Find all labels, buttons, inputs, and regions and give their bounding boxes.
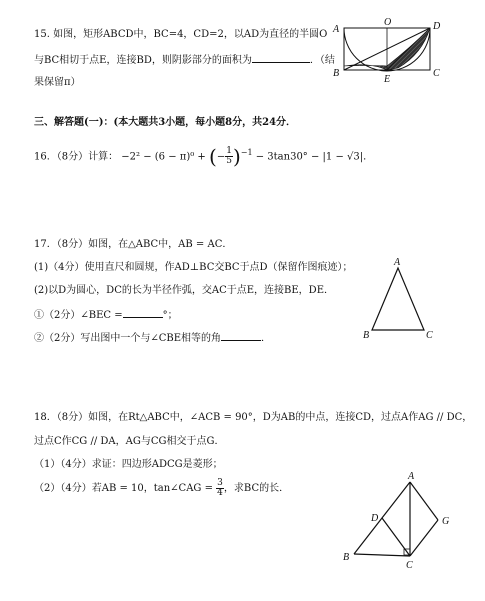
q17-label-c: C [426,330,433,341]
q15-line1: 15. 如图，矩形ABCD中，BC=4，CD=2，以AD为直径的半圆O [34,29,328,40]
q16-frac-den: 5 [226,156,232,167]
q18-figure [340,470,470,594]
q17-figure [360,258,440,342]
q17-line5 [34,330,271,345]
q17-line4-text: ①（2分）∠BEC = [34,310,123,321]
q15-label-o: O [384,17,392,28]
q18-line1: 18．（8分）如图，在Rt△ABC中，∠ACB = 90°，D为AB的中点，连接CD，过点A作AG // DC， [34,412,473,423]
q18-label-d: D [371,513,379,524]
q18-label-g: G [442,516,450,527]
q16-paren-open: ( [209,144,217,169]
q17-line1: 17．（8分）如图，在△ABC中，AB = AC． [34,239,233,250]
q16-expr-a: −2² − (6 − π)⁰ + [121,151,206,163]
q18-frac-den: 4 [217,488,223,498]
q17-line5-text: ②（2分）写出图中一个与∠CBE相等的角 [34,333,222,344]
q18-segment-bc [354,554,410,556]
q18-label-b: B [343,552,350,563]
q17-line4-tail: °； [162,310,178,321]
section-3-heading: 三、解答题(一)：(本大题共3小题，每小题8分，共24分． [34,117,297,128]
q16-line [34,142,373,168]
q16-fraction [225,147,233,166]
q15-line2-tail: ．（结 [309,55,335,66]
q16-frac-num: 1 [226,146,232,157]
q15-answer-blank[interactable] [252,52,310,63]
q16-paren-close: ) [232,144,241,169]
q16-expr-b: − 3tan30° − |1 − √3|． [255,151,374,163]
q17-line3: (2)以D为圆心，DC的长为半径作弧，交AC于点E，连接BE，DE． [34,285,334,296]
q17-answer-blank-1[interactable] [123,307,163,318]
q18-label-c: C [406,560,413,571]
q15-label-e: E [384,74,391,85]
q17-label-a: A [394,257,401,268]
q17-answer-blank-2[interactable] [221,330,261,341]
q17-triangle [372,268,424,330]
q17-line2: (1)（4分）使用直尺和圆规，作AD⊥BC交BC于点D（保留作图痕迹）； [34,262,353,273]
q15-label-c: C [433,68,440,79]
q15-line2 [34,52,335,67]
q15-line3: 果保留π） [34,77,81,88]
q18-line4-text: （2）（4分）若AB = 10，tan∠CAG = [34,483,213,494]
q17-label-b: B [363,330,370,341]
q18-frac-num: 3 [217,478,223,488]
q15-shaded-region-2 [387,28,430,70]
q15-line2-text: 与BC相切于点E，连接BD，则阴影部分的面积为 [34,55,252,66]
q18-segment-cd [382,518,410,556]
q17-line4 [34,307,178,322]
q18-line2: 过点C作CG // DA，AG与CG相交于点G． [34,436,225,447]
q18-segment-ag [410,482,438,520]
q16-frac-sign: − [216,151,226,163]
q18-segment-cg [410,520,438,556]
q15-label-b: B [333,68,340,79]
q18-label-a: A [408,471,415,482]
q15-label-a: A [333,24,340,35]
q17-line5-tail: ． [261,333,272,344]
q18-line4-tail: ，求BC的长． [223,483,290,494]
q18-fraction [216,479,224,498]
q15-figure [330,18,460,88]
q18-line3: （1）（4分）求证：四边形ADCG是菱形； [34,459,223,470]
q18-line4 [34,478,289,500]
q16-exponent: −1 [240,148,253,157]
q16-prefix: 16．（8分）计算： [34,151,119,163]
q15-label-d: D [433,21,441,32]
